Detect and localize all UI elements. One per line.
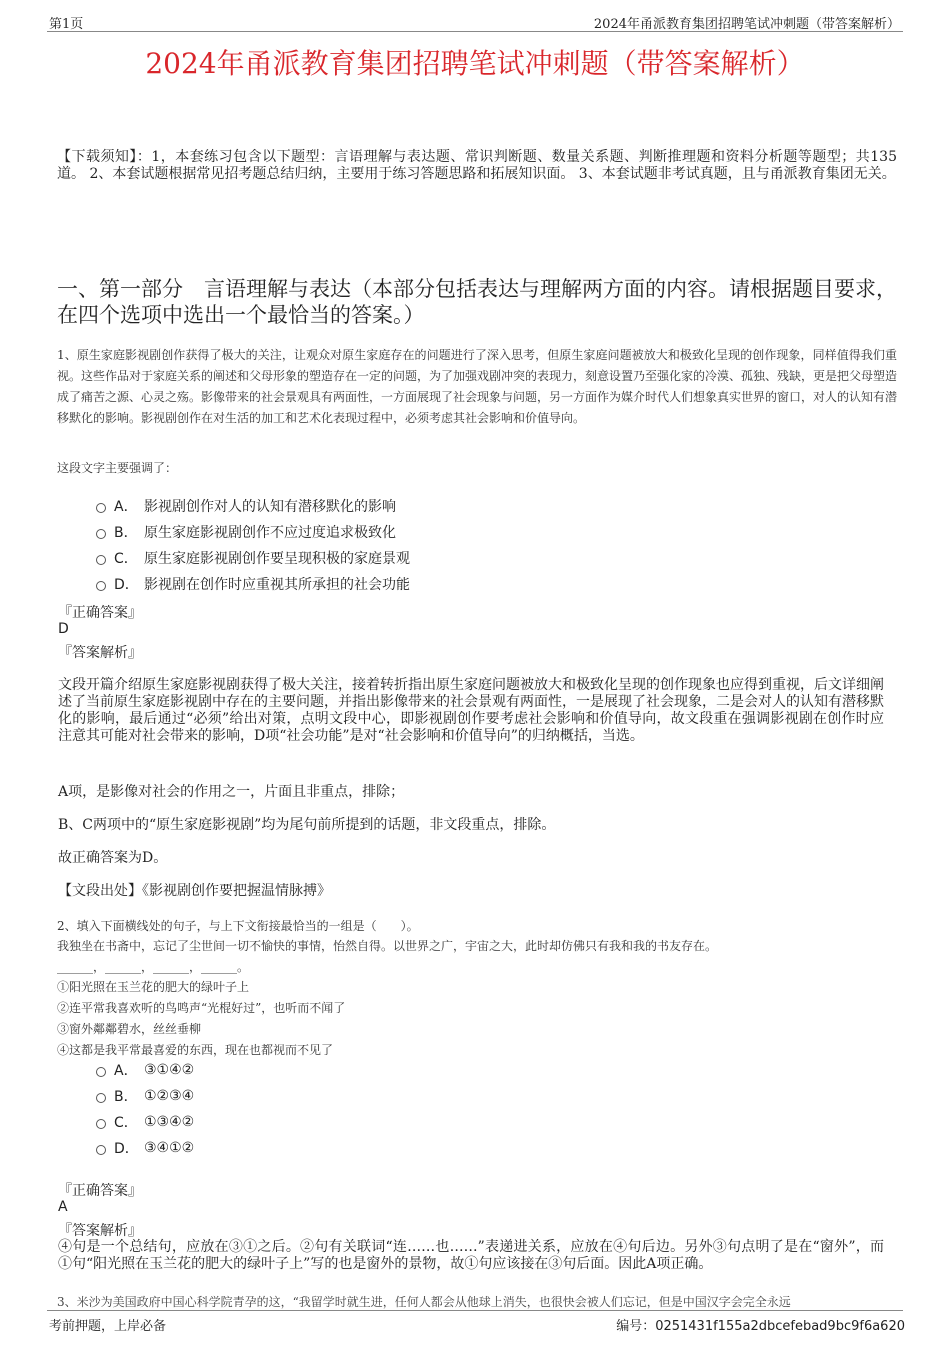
q1-option-b[interactable]: B． 原生家庭影视剧创作不应过度追求极致化 <box>96 519 410 545</box>
q2-option-c[interactable]: C． ①③④② <box>96 1109 194 1135</box>
q2-options <box>96 1057 194 1161</box>
radio-icon[interactable] <box>96 503 106 513</box>
running-header-title: 2024年甬派教育集团招聘笔试冲刺题（带答案解析） <box>593 17 900 32</box>
q1-analysis-label: 『答案解析』 <box>58 645 142 661</box>
q1-analysis-main: 文段开篇介绍原生家庭影视剧获得了极大关注，接着转折指出原生家庭问题被放大和极致化呈现的创作现象也应得到重视，后文详细阐述了当前原生家庭影视剧中存在的主要问题，并指出影像带来的社会景观有两面性，一是展现了社会现象，二是会对人的认知有潜移默化的影响，最后通过“必须”给出对策，点明文段中心，即影视剧创作要考虑社会影响和价值导向，故文段重在强调影视剧在创作时应注意其可能对社会带来的影响，D项“社会功能”是对“社会影响和价值导向”的归纳概括，当选。 <box>58 677 884 744</box>
radio-icon[interactable] <box>96 1093 106 1103</box>
radio-icon[interactable] <box>96 555 106 565</box>
q1-prompt: 这段文字主要强调了： <box>57 461 178 475</box>
document-code <box>616 1315 905 1334</box>
q1-analysis-bc: B、C两项中的“原生家庭影视剧”均为尾句前所提到的话题，非文段重点，排除。 <box>58 817 556 833</box>
q1-option-c[interactable]: C． 原生家庭影视剧创作要呈现积极的家庭景观 <box>96 545 410 571</box>
radio-icon[interactable] <box>96 1067 106 1077</box>
q1-analysis-conclusion: 故正确答案为D。 <box>58 850 168 866</box>
q3-cut-off-line: 3、米沙为美国政府中国心科学院青孕的这，“我留学时就生进，任何人都会从他球上消失，也很快会被人们忘记，但是中国汉字会完全永远 <box>57 1295 791 1309</box>
q2-analysis-label: 『答案解析』 <box>58 1223 142 1239</box>
header-divider <box>47 31 903 32</box>
footer-divider <box>47 1310 903 1311</box>
q1-options <box>96 493 410 597</box>
q2-answer-label: 『正确答案』 <box>58 1183 142 1199</box>
radio-icon[interactable] <box>96 529 106 539</box>
q2-option-b[interactable]: B． ①②③④ <box>96 1083 194 1109</box>
page-title: 2024年甬派教育集团招聘笔试冲刺题（带答案解析） <box>145 47 805 80</box>
download-notice: 【下载须知】：1，本套练习包含以下题型：言语理解与表达题、常识判断题、数量关系题、判断推理题和资料分析题等题型；共135道。 2、本套试题根据常见招考题总结归纳，主要用于练习答题思路和拓展知识面。 3、本套试题非考试真题，且与甬派教育集团无关。 <box>57 149 897 182</box>
q2-blanks: ______，______，______，______。 <box>57 960 250 974</box>
q2-context: 我独坐在书斋中，忘记了尘世间一切不愉快的事情，怡然自得。以世界之广，宇宙之大，此时却仿佛只有我和我的书友存在。 <box>57 939 718 953</box>
q1-stem: 1、原生家庭影视剧创作获得了极大的关注，让观众对原生家庭存在的问题进行了深入思考，但原生家庭问题被放大和极致化呈现的创作现象，同样值得我们重视。这些作品对于家庭关系的阐述和父母形象的塑造存在一定的问题，为了加强戏剧冲突的表现力，刻意设置乃至强化家的冷漠、孤独、残缺，更是把父母塑造成了痛苦之源、心灵之殇。影像带来的社会景观具有两面性，一方面展现了社会现象与问题，另一方面作为媒介时代人们想象真实世界的窗口，对人的认知有潜移默化的影响。影视剧创作在对生活的加工和艺术化表现过程中，必须考虑其社会影响和价值导向。 <box>57 348 898 425</box>
q2-option-d[interactable]: D． ③④①② <box>96 1135 194 1161</box>
q2-sentence-1: ①阳光照在玉兰花的肥大的绿叶子上 <box>57 980 250 994</box>
q1-analysis-a: A项，是影像对社会的作用之一，片面且非重点，排除； <box>58 784 405 800</box>
radio-icon[interactable] <box>96 1119 106 1129</box>
q1-source: 【文段出处】《影视剧创作要把握温情脉搏》 <box>58 883 331 899</box>
document-code-label: 编号： <box>616 1319 656 1334</box>
document-code-value: 0251431f155a2dbcefebad9bc9f6a620 <box>655 1319 905 1334</box>
q2-sentence-3: ③窗外鄰鄰碧水，丝丝垂柳 <box>57 1022 202 1036</box>
section-heading: 一、第一部分 言语理解与表达（本部分包括表达与理解两方面的内容。请根据题目要求，在四个选项中选出一个最恰当的答案。） <box>57 277 897 327</box>
q2-sentence-2: ②连平常我喜欢听的鸟鸣声“光棍好过”，也听而不闻了 <box>57 1001 346 1015</box>
radio-icon[interactable] <box>96 1145 106 1155</box>
footer-slogan: 考前押题，上岸必备 <box>49 1319 167 1334</box>
radio-icon[interactable] <box>96 581 106 591</box>
page-number: 第1页 <box>49 17 84 32</box>
q1-answer: D <box>58 621 69 637</box>
q2-analysis: ④句是一个总结句，应放在③①之后。②句有关联词“连……也……”表递进关系，应放在④句后边。另外③句点明了是在“窗外”，而①句“阳光照在玉兰花的肥大的绿叶子上”写的也是窗外的景物，故①句应该接在③句后面。因此A项正确。 <box>58 1239 884 1272</box>
q1-answer-label: 『正确答案』 <box>58 605 142 621</box>
q2-answer: A <box>58 1199 68 1215</box>
q2-sentence-4: ④这都是我平常最喜爱的东西，现在也都视而不见了 <box>57 1043 334 1057</box>
q1-option-a[interactable]: A． 影视剧创作对人的认知有潜移默化的影响 <box>96 493 410 519</box>
q1-option-d[interactable]: D． 影视剧在创作时应重视其所承担的社会功能 <box>96 571 410 597</box>
q2-option-a[interactable]: A． ③①④② <box>96 1057 194 1083</box>
q2-stem: 2、填入下面横线处的句子，与上下文衔接最恰当的一组是（ ）。 <box>57 919 419 933</box>
